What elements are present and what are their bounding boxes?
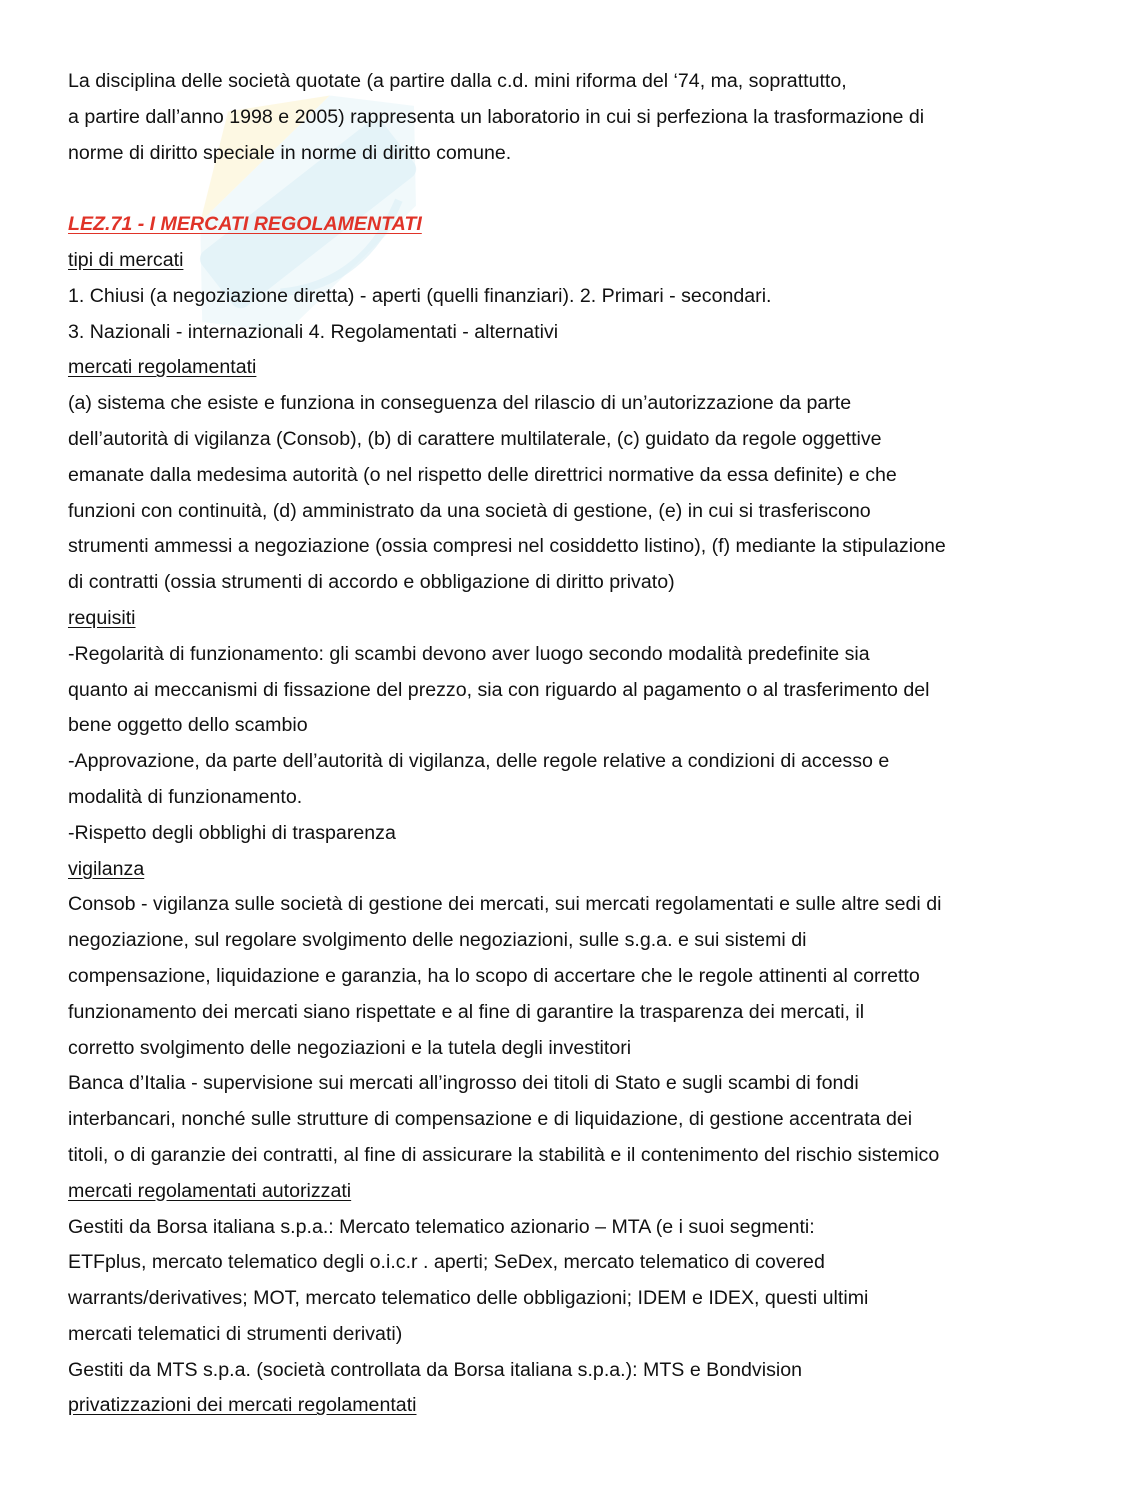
spacer (68, 171, 1088, 207)
text-line: compensazione, liquidazione e garanzia, ha lo scopo di accertare che le regole attinenti al corretto (68, 964, 920, 987)
text-line: modalità di funzionamento. (68, 785, 303, 808)
section-privatizzazioni (68, 1388, 1088, 1424)
text-line: interbancari, nonché sulle strutture di compensazione e di liquidazione, di gestione accentrata dei (68, 1108, 913, 1131)
text-line: bene oggetto dello scambio (68, 714, 308, 737)
text-line: (a) sistema che esiste e funziona in conseguenza del rilascio di un’autorizzazione da parte (68, 392, 852, 415)
section-heading: requisiti (68, 606, 136, 629)
lesson-title: LEZ.71 - I MERCATI REGOLAMENTATI (68, 213, 422, 236)
text-line: warrants/derivatives; MOT, mercato telematico delle obbligazioni; IDEM e IDEX, questi ultimi (68, 1287, 869, 1310)
text-line: -Rispetto degli obblighi di trasparenza (68, 821, 396, 844)
intro-line: a partire dall’anno 1998 e 2005) rappresenta un laboratorio in cui si perfeziona la trasformazione di (68, 105, 925, 128)
text-line: 1. Chiusi (a negoziazione diretta) - aperti (quelli finanziari). 2. Primari - secondari. (68, 284, 772, 307)
section-heading: privatizzazioni dei mercati regolamentati (68, 1394, 417, 1417)
section-heading: mercati regolamentati (68, 356, 257, 379)
section-mercati-autorizzati (68, 1174, 1088, 1389)
intro-paragraph (68, 64, 1088, 171)
text-line: quanto ai meccanismi di fissazione del prezzo, sia con riguardo al pagamento o al trasferimento del (68, 678, 930, 701)
intro-line: La disciplina delle società quotate (a partire dalla c.d. mini riforma del ‘74, ma, soprattutto, (68, 70, 847, 92)
text-line: ETFplus, mercato telematico degli o.i.c.r . aperti; SeDex, mercato telematico di covered (68, 1251, 825, 1274)
section-heading: tipi di mercati (68, 248, 184, 271)
text-line: funzioni con continuità, (d) amministrato da una società di gestione, (e) in cui si trasferiscono (68, 499, 871, 522)
text-line: Banca d’Italia - supervisione sui mercati all’ingrosso dei titoli di Stato e sugli scambi di fondi (68, 1072, 859, 1095)
text-line: dell’autorità di vigilanza (Consob), (b) di carattere multilaterale, (c) guidato da regole oggettive (68, 427, 882, 450)
text-line: di contratti (ossia strumenti di accordo e obbligazione di diritto privato) (68, 571, 675, 594)
text-line: titoli, o di garanzie dei contratti, al fine di assicurare la stabilità e il contenimento del rischio sistemico (68, 1143, 940, 1166)
section-tipi-di-mercati (68, 243, 1088, 350)
section-mercati-regolamentati (68, 350, 1088, 601)
section-heading: vigilanza (68, 857, 145, 880)
text-line: -Approvazione, da parte dell’autorità di vigilanza, delle regole relative a condizioni di accesso e (68, 750, 890, 773)
intro-line: norme di diritto speciale in norme di diritto comune. (68, 141, 512, 164)
text-line: Gestiti da MTS s.p.a. (società controllata da Borsa italiana s.p.a.): MTS e Bondvision (68, 1358, 803, 1381)
text-line: corretto svolgimento delle negoziazioni e la tutela degli investitori (68, 1036, 632, 1059)
text-line: funzionamento dei mercati siano rispettate e al fine di garantire la trasparenza dei mercati, il (68, 1000, 865, 1023)
section-vigilanza (68, 852, 1088, 1174)
text-line: Consob - vigilanza sulle società di gestione dei mercati, sui mercati regolamentati e sulle altre sedi di (68, 893, 942, 916)
text-line: emanate dalla medesima autorità (o nel rispetto delle direttrici normative da essa definite) e che (68, 463, 897, 486)
text-line: -Regolarità di funzionamento: gli scambi devono aver luogo secondo modalità predefinite sia (68, 642, 870, 665)
text-line: mercati telematici di strumenti derivati) (68, 1322, 403, 1345)
text-line: Gestiti da Borsa italiana s.p.a.: Mercato telematico azionario – MTA (e i suoi segmenti: (68, 1215, 815, 1238)
document-page (68, 64, 1088, 1424)
section-heading: mercati regolamentati autorizzati (68, 1179, 352, 1202)
text-line: 3. Nazionali - internazionali 4. Regolamentati - alternativi (68, 320, 559, 343)
text-line: strumenti ammessi a negoziazione (ossia compresi nel cosiddetto listino), (f) mediante la stipulazione (68, 535, 946, 558)
section-requisiti (68, 601, 1088, 852)
text-line: negoziazione, sul regolare svolgimento delle negoziazioni, sulle s.g.a. e sui sistemi di (68, 929, 807, 952)
